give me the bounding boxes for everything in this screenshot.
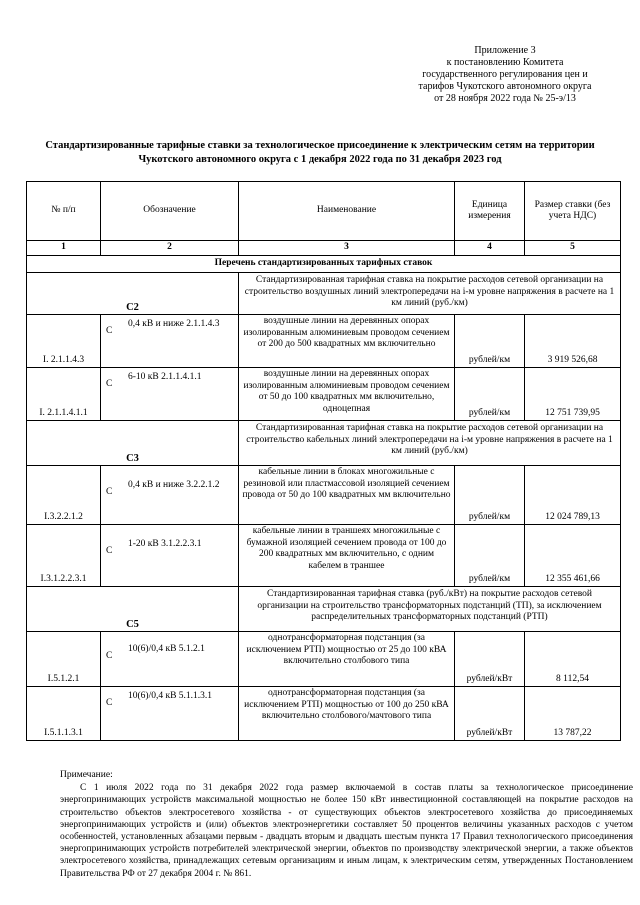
- row-rate: 3 919 526,68: [525, 315, 621, 368]
- row-rate: 12 024 789,13: [525, 466, 621, 525]
- table-row: [27, 525, 621, 587]
- row-name: однотрансформаторная подстанция (за исключением РТП) мощностью от 100 до 250 кВА включительно столбового/мачтового типа: [239, 687, 455, 741]
- title-line: Чукотского автономного округа с 1 декабря 2022 года по 31 декабря 2023 год: [138, 154, 502, 165]
- annex-line: государственного регулирования цен и: [422, 69, 588, 80]
- header-name: Наименование: [239, 182, 455, 241]
- section-title: Перечень стандартизированных тарифных ставок: [27, 256, 621, 273]
- designation-letter: С: [106, 651, 113, 661]
- row-designation: [101, 315, 239, 368]
- group-title: Стандартизированная тарифная ставка на покрытие расходов сетевой организации на строительство кабельных линий электропередачи на i-м уровне напряжения в расчете на 1 км линий (руб./км): [239, 421, 621, 466]
- row-unit: рублей/кВт: [455, 632, 525, 687]
- row-number: I. 2.1.1.4.1.1: [27, 368, 101, 421]
- designation-letter: С: [106, 326, 113, 336]
- tariff-table: [26, 181, 621, 741]
- column-number: 2: [101, 241, 239, 256]
- annex-block: [380, 45, 630, 105]
- table-row: [27, 687, 621, 741]
- annex-line: к постановлению Комитета: [446, 57, 564, 68]
- annex-line: Приложение 3: [474, 45, 536, 56]
- row-unit: рублей/кВт: [455, 687, 525, 741]
- row-rate: 12 751 739,95: [525, 368, 621, 421]
- row-number: I.3.2.2.1.2: [27, 466, 101, 525]
- row-unit: рублей/км: [455, 368, 525, 421]
- group-header-row: [27, 587, 621, 632]
- group-code: С2: [27, 273, 239, 315]
- row-designation: [101, 632, 239, 687]
- header-unit: Единица измерения: [455, 182, 525, 241]
- table-row: [27, 466, 621, 525]
- row-designation: [101, 687, 239, 741]
- row-unit: рублей/км: [455, 315, 525, 368]
- column-number: 5: [525, 241, 621, 256]
- header-rate: Размер ставки (без учета НДС): [525, 182, 621, 241]
- designation-text: 6-10 кВ 2.1.1.4.1.1: [128, 372, 202, 382]
- row-number: I.5.1.2.1: [27, 632, 101, 687]
- row-rate: 8 112,54: [525, 632, 621, 687]
- header-num: № п/п: [27, 182, 101, 241]
- column-number: 3: [239, 241, 455, 256]
- row-designation: [101, 525, 239, 587]
- header-designation: Обозначение: [101, 182, 239, 241]
- designation-letter: С: [106, 487, 113, 497]
- row-designation: [101, 466, 239, 525]
- row-number: I.3.1.2.2.3.1: [27, 525, 101, 587]
- row-name: однотрансформаторная подстанция (за исключением РТП) мощностью от 25 до 100 кВА включительно столбового типа: [239, 632, 455, 687]
- row-number: I.5.1.1.3.1: [27, 687, 101, 741]
- row-name: кабельные линии в траншеях многожильные с бумажной изоляцией сечением провода от 100 до 200 квадратных мм включительно, с одним кабелем в траншее: [239, 525, 455, 587]
- document-title: [20, 139, 620, 167]
- row-name: воздушные линии на деревянных опорах изолированным алюминиевым проводом сечением от 50 до 100 квадратных мм включительно, одноцепная: [239, 368, 455, 421]
- group-code: С5: [27, 587, 239, 632]
- column-number-row: [27, 241, 621, 256]
- designation-text: 10(6)/0,4 кВ 5.1.1.3.1: [128, 691, 213, 701]
- row-rate: 13 787,22: [525, 687, 621, 741]
- row-number: I. 2.1.1.4.3: [27, 315, 101, 368]
- designation-letter: С: [106, 379, 113, 389]
- table-row: [27, 632, 621, 687]
- row-unit: рублей/км: [455, 525, 525, 587]
- note-block: [60, 769, 633, 880]
- row-rate: 12 355 461,66: [525, 525, 621, 587]
- designation-text: 10(6)/0,4 кВ 5.1.2.1: [128, 644, 205, 654]
- group-title: Стандартизированная тарифная ставка (руб./кВт) на покрытие расходов сетевой организации на строительство трансформаторных подстанций (ТП), за исключением распределительных трансформаторных подстанций (РТП): [239, 587, 621, 632]
- row-unit: рублей/км: [455, 466, 525, 525]
- designation-text: 1-20 кВ 3.1.2.2.3.1: [128, 539, 202, 549]
- note-heading: Примечание:: [60, 770, 113, 780]
- designation-text: 0,4 кВ и ниже 3.2.2.1.2: [128, 480, 220, 490]
- row-name: кабельные линии в блоках многожильные с резиновой или пластмассовой изоляцией сечением провода от 50 до 100 квадратных мм включительно: [239, 466, 455, 525]
- group-title: Стандартизированная тарифная ставка на покрытие расходов сетевой организации на строительство воздушных линий электропередачи на i-м уровне напряжения в расчете на 1 км линий (руб./км): [239, 273, 621, 315]
- designation-letter: С: [106, 546, 113, 556]
- designation-letter: С: [106, 698, 113, 708]
- group-header-row: [27, 273, 621, 315]
- table-header-row: [27, 182, 621, 241]
- title-line: Стандартизированные тарифные ставки за технологическое присоединение к электрическим сетям на территории: [45, 140, 595, 151]
- row-name: воздушные линии на деревянных опорах изолированным алюминиевым проводом сечением от 200 до 500 квадратных мм включительно: [239, 315, 455, 368]
- group-code: С3: [27, 421, 239, 466]
- column-number: 1: [27, 241, 101, 256]
- note-text: С 1 июля 2022 года по 31 декабря 2022 года размер включаемой в состав платы за технологическое присоединение энергопринимающих устройств максимальной мощностью не более 150 кВт инвестиционной составляющей на покрытие расходов на строительство объектов электросетевого хозяйства - от существующих объектов электросетевого хозяйства до присоединяемых энергопринимающих устройств и (или) объектов электроэнергетики составляет 50 процентов величины указанных расходов с учетом особенностей, установленных абзацами первым - двадцать вторым и двадцать шестым пункта 17 Правил технологического присоединения энергопринимающих устройств потребителей электрической энергии, объектов по производству электрической энергии, а также объектов электросетевого хозяйства, принадлежащих сетевым организациям и иным лицам, к электрическим сетям, утвержденных Постановлением Правительства РФ от 27 декабря 2004 г. № 861.: [60, 783, 633, 879]
- table-row: [27, 368, 621, 421]
- column-number: 4: [455, 241, 525, 256]
- table-row: [27, 315, 621, 368]
- designation-text: 0,4 кВ и ниже 2.1.1.4.3: [128, 319, 220, 329]
- row-designation: [101, 368, 239, 421]
- annex-line: от 28 ноября 2022 года № 25-э/13: [434, 93, 576, 104]
- section-row: [27, 256, 621, 273]
- group-header-row: [27, 421, 621, 466]
- annex-line: тарифов Чукотского автономного округа: [418, 81, 592, 92]
